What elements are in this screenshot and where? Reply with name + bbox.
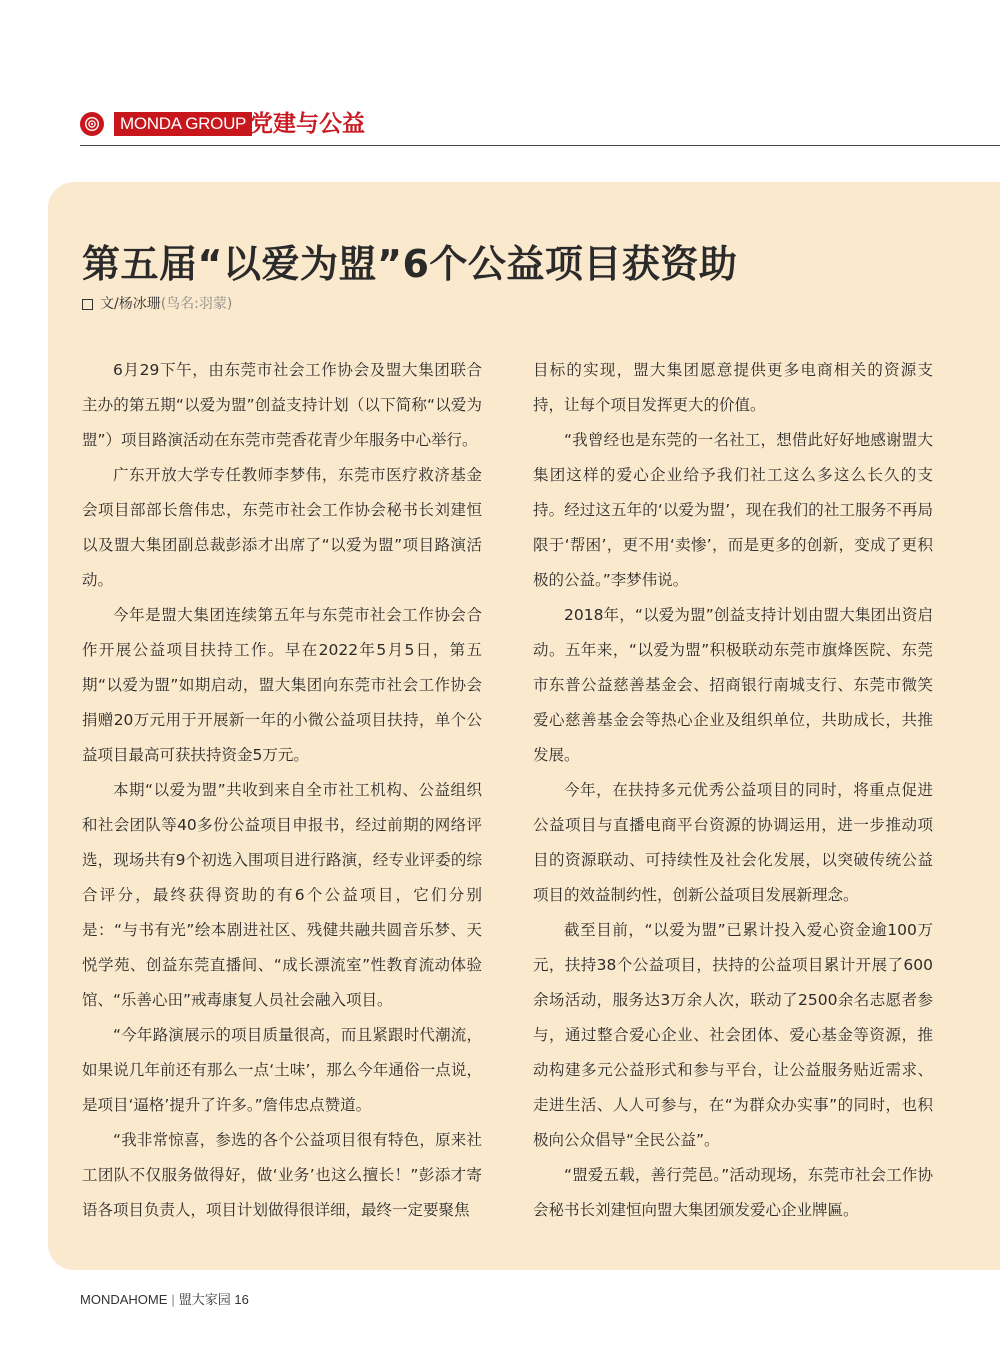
paragraph: 6月29下午，由东莞市社会工作协会及盟大集团联合主办的第五期“以爱为盟”创益支持计划（以下简称“以爱为盟”）项目路演活动在东莞市莞香花青少年服务中心举行。 — [82, 361, 482, 449]
paragraph: 2018年，“以爱为盟”创益支持计划由盟大集团出资启动。五年来，“以爱为盟”积极联动东莞市旗烽医院、东莞市东普公益慈善基金会、招商银行南城支行、东莞市微笑爱心慈善基金会等热心企业及组织单位，共助成长，共推发展。 — [533, 606, 933, 764]
brand-label: MONDA GROUP — [114, 112, 252, 136]
byline-alias: (鸟名:羽蒙) — [160, 296, 233, 312]
byline-author: 文/杨冰珊 — [100, 296, 161, 312]
paragraph-continuation: 目标的实现，盟大集团愿意提供更多电商相关的资源支持，让每个项目发挥更大的价值。 — [533, 361, 933, 414]
paragraph: 截至目前，“以爱为盟”已累计投入爱心资金逾100万元，扶持38个公益项目，扶持的公益项目累计开展了600余场活动，服务达3万余人次，联动了2500余名志愿者参与，通过整合爱心企业、社会团体、爱心基金等资源，推动构建多元公益形式和参与平台，让公益服务贴近需求、走进生活、人人可参与，在“为群众办实事”的同时，也积极向公众倡导“全民公益”。 — [533, 921, 933, 1149]
byline — [82, 294, 232, 314]
paragraph: “今年路演展示的项目质量很高，而且紧跟时代潮流，如果说几年前还有那么一点‘土味’，那么今年通俗一点说，是项目‘逼格’提升了许多。”詹伟忠点赞道。 — [82, 1026, 482, 1114]
article-column-left — [82, 353, 482, 1228]
paragraph: “我曾经也是东莞的一名社工，想借此好好地感谢盟大集团这样的爱心企业给予我们社工这么多这么长久的支持。经过这五年的‘以爱为盟’，现在我们的社工服务不再局限于‘帮困’，更不用‘卖惨’，而是更多的创新，变成了更积极的公益。”李梦伟说。 — [533, 431, 933, 589]
footer-magazine-name: MONDAHOME — [80, 1292, 168, 1307]
page-footer — [80, 1290, 249, 1310]
footer-separator: | — [171, 1292, 175, 1307]
paragraph: 今年，在扶持多元优秀公益项目的同时，将重点促进公益项目与直播电商平台资源的协调运用，进一步推动项目的资源联动、可持续性及社会化发展，以突破传统公益项目的效益制约性，创新公益项目发展新理念。 — [533, 781, 933, 904]
paragraph: 本期“以爱为盟”共收到来自全市社工机构、公益组织和社会团队等40多份公益项目申报书，经过前期的网络评选，现场共有9个初选入围项目进行路演，经专业评委的综合评分，最终获得资助的有6个公益项目，它们分别是：“与书有光”绘本剧进社区、残健共融共圆音乐梦、天悦学苑、创益东莞直播间、“成长漂流室”性教育流动体验馆、“乐善心田”戒毒康复人员社会融入项目。 — [82, 781, 482, 1009]
article-title: 第五届“以爱为盟”6个公益项目获资助 — [82, 242, 738, 286]
page-number: 16 — [234, 1292, 249, 1307]
section-title: 党建与公益 — [250, 111, 365, 137]
article-column-right — [533, 353, 933, 1228]
square-bullet-icon — [82, 299, 93, 310]
paragraph: “我非常惊喜，参选的各个公益项目很有特色，原来社工团队不仅服务做得好，做‘业务’也这么擅长！”彭添才寄语各项目负责人，项目计划做得很详细，最终一定要聚焦 — [82, 1131, 482, 1219]
header-divider — [80, 145, 1000, 146]
footer-magazine-cn: 盟大家园 — [178, 1292, 231, 1307]
page-header — [80, 110, 1000, 146]
paragraph: 今年是盟大集团连续第五年与东莞市社会工作协会合作开展公益项目扶持工作。早在2022年5月5日，第五期“以爱为盟”如期启动，盟大集团向东莞市社会工作协会捐赠20万元用于开展新一年的小微公益项目扶持，单个公益项目最高可获扶持资金5万元。 — [82, 606, 482, 764]
monda-logo-icon — [80, 112, 104, 136]
paragraph: 广东开放大学专任教师李梦伟，东莞市医疗救济基金会项目部部长詹伟忠，东莞市社会工作协会秘书长刘建恒以及盟大集团副总裁彭添才出席了“以爱为盟”项目路演活动。 — [82, 466, 482, 589]
paragraph: “盟爱五载，善行莞邑。”活动现场，东莞市社会工作协会秘书长刘建恒向盟大集团颁发爱心企业牌匾。 — [533, 1166, 933, 1219]
